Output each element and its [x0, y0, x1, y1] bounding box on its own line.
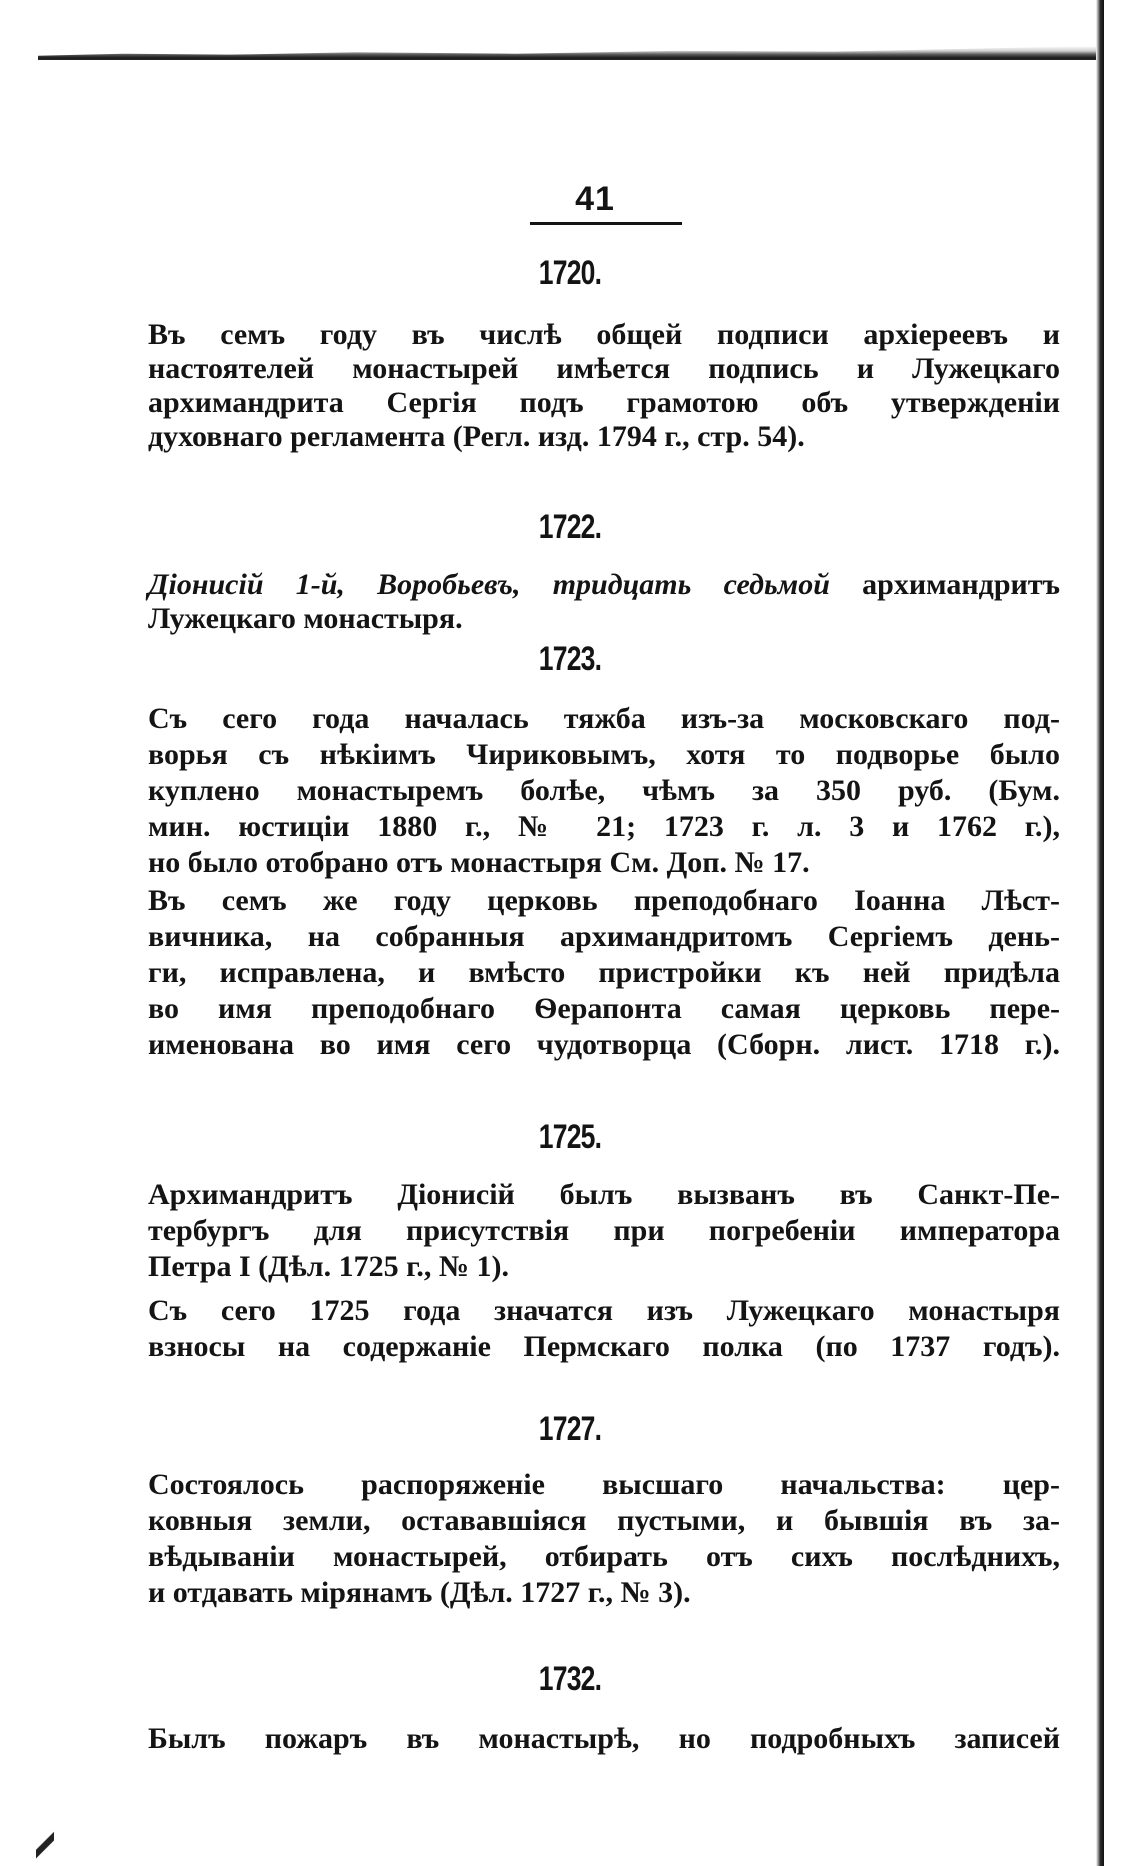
text-line: Лужецкаго монастыря. [148, 602, 463, 635]
text-line: взносы на содержаніе Пермскаго полка (по 1737 годъ). [148, 1330, 1060, 1363]
text-line: духовнаго регламента (Регл. изд. 1794 г., стр. 54). [148, 420, 805, 453]
text-line: ги, исправлена, и вмѣсто пристройки къ ней придѣла [148, 956, 1060, 989]
year-heading-1723: 1723. [538, 640, 602, 678]
year-heading-1727: 1727. [538, 1410, 602, 1448]
text-line: именована во имя сего чудотворца (Сборн. лист. 1718 г.). [148, 1028, 1060, 1061]
text-line: Въ семъ году въ числѣ общей подписи архіереевъ и [148, 318, 1060, 351]
text-line: Былъ пожаръ въ монастырѣ, но подробныхъ записей [148, 1722, 1060, 1755]
page-number-rule [530, 222, 682, 225]
text-line: вѣдываніи монастырей, отбирать отъ сихъ послѣднихъ, [148, 1540, 1060, 1573]
text-line: Состоялось распоряженіе высшаго начальства: цер- [148, 1468, 1060, 1501]
text-line: Архимандритъ Діонисій былъ вызванъ въ Санкт-Пе- [148, 1178, 1060, 1211]
year-heading-1732: 1732. [538, 1660, 602, 1698]
page-top-edge-shadow [38, 46, 1098, 60]
year-heading-1725: 1725. [538, 1118, 602, 1156]
text-line: Съ сего 1725 года значатся изъ Лужецкаго монастыря [148, 1294, 1060, 1327]
page-number: 41 [575, 180, 615, 218]
text-line: настоятелей монастырей имѣется подпись и Лужецкаго [148, 352, 1060, 385]
page-right-edge-shadow [1096, 0, 1104, 1866]
text-line: куплено монастыремъ болѣе, чѣмъ за 350 руб. (Бум. [148, 774, 1060, 807]
year-heading-1720: 1720. [538, 254, 602, 292]
text-fragment: архимандритъ [862, 568, 1061, 601]
text-line [148, 568, 1060, 602]
text-line: и отдавать мірянамъ (Дѣл. 1727 г., № 3). [148, 1576, 691, 1609]
year-heading-1722: 1722. [538, 508, 602, 546]
abbot-name-italic: Діонисій 1-й, Воробьевъ, тридцать седьмой [148, 568, 830, 601]
text-line: ковныя земли, остававшіяся пустыми, и бывшія въ за- [148, 1504, 1060, 1537]
text-line: Петра I (Дѣл. 1725 г., № 1). [148, 1250, 509, 1283]
text-line: вичника, на собранныя архимандритомъ Сергіемъ день- [148, 920, 1060, 953]
text-line: Съ сего года началась тяжба изъ-за московскаго под- [148, 702, 1060, 735]
text-line: но было отобрано отъ монастыря См. Доп. № 17. [148, 846, 810, 879]
text-line: во имя преподобнаго Ѳерапонта самая церковь пере- [148, 992, 1060, 1025]
page-corner-mark [36, 1826, 54, 1866]
text-line: ворья съ нѣкіимъ Чириковымъ, хотя то подворье было [148, 738, 1060, 771]
text-line: Въ семъ же году церковь преподобнаго Іоанна Лѣст- [148, 884, 1060, 917]
text-line: архимандрита Сергія подъ грамотою объ утвержденіи [148, 386, 1060, 419]
text-line: тербургъ для присутствія при погребеніи императора [148, 1214, 1060, 1247]
text-line: мин. юстиціи 1880 г., № 21; 1723 г. л. 3 и 1762 г.), [148, 810, 1060, 843]
